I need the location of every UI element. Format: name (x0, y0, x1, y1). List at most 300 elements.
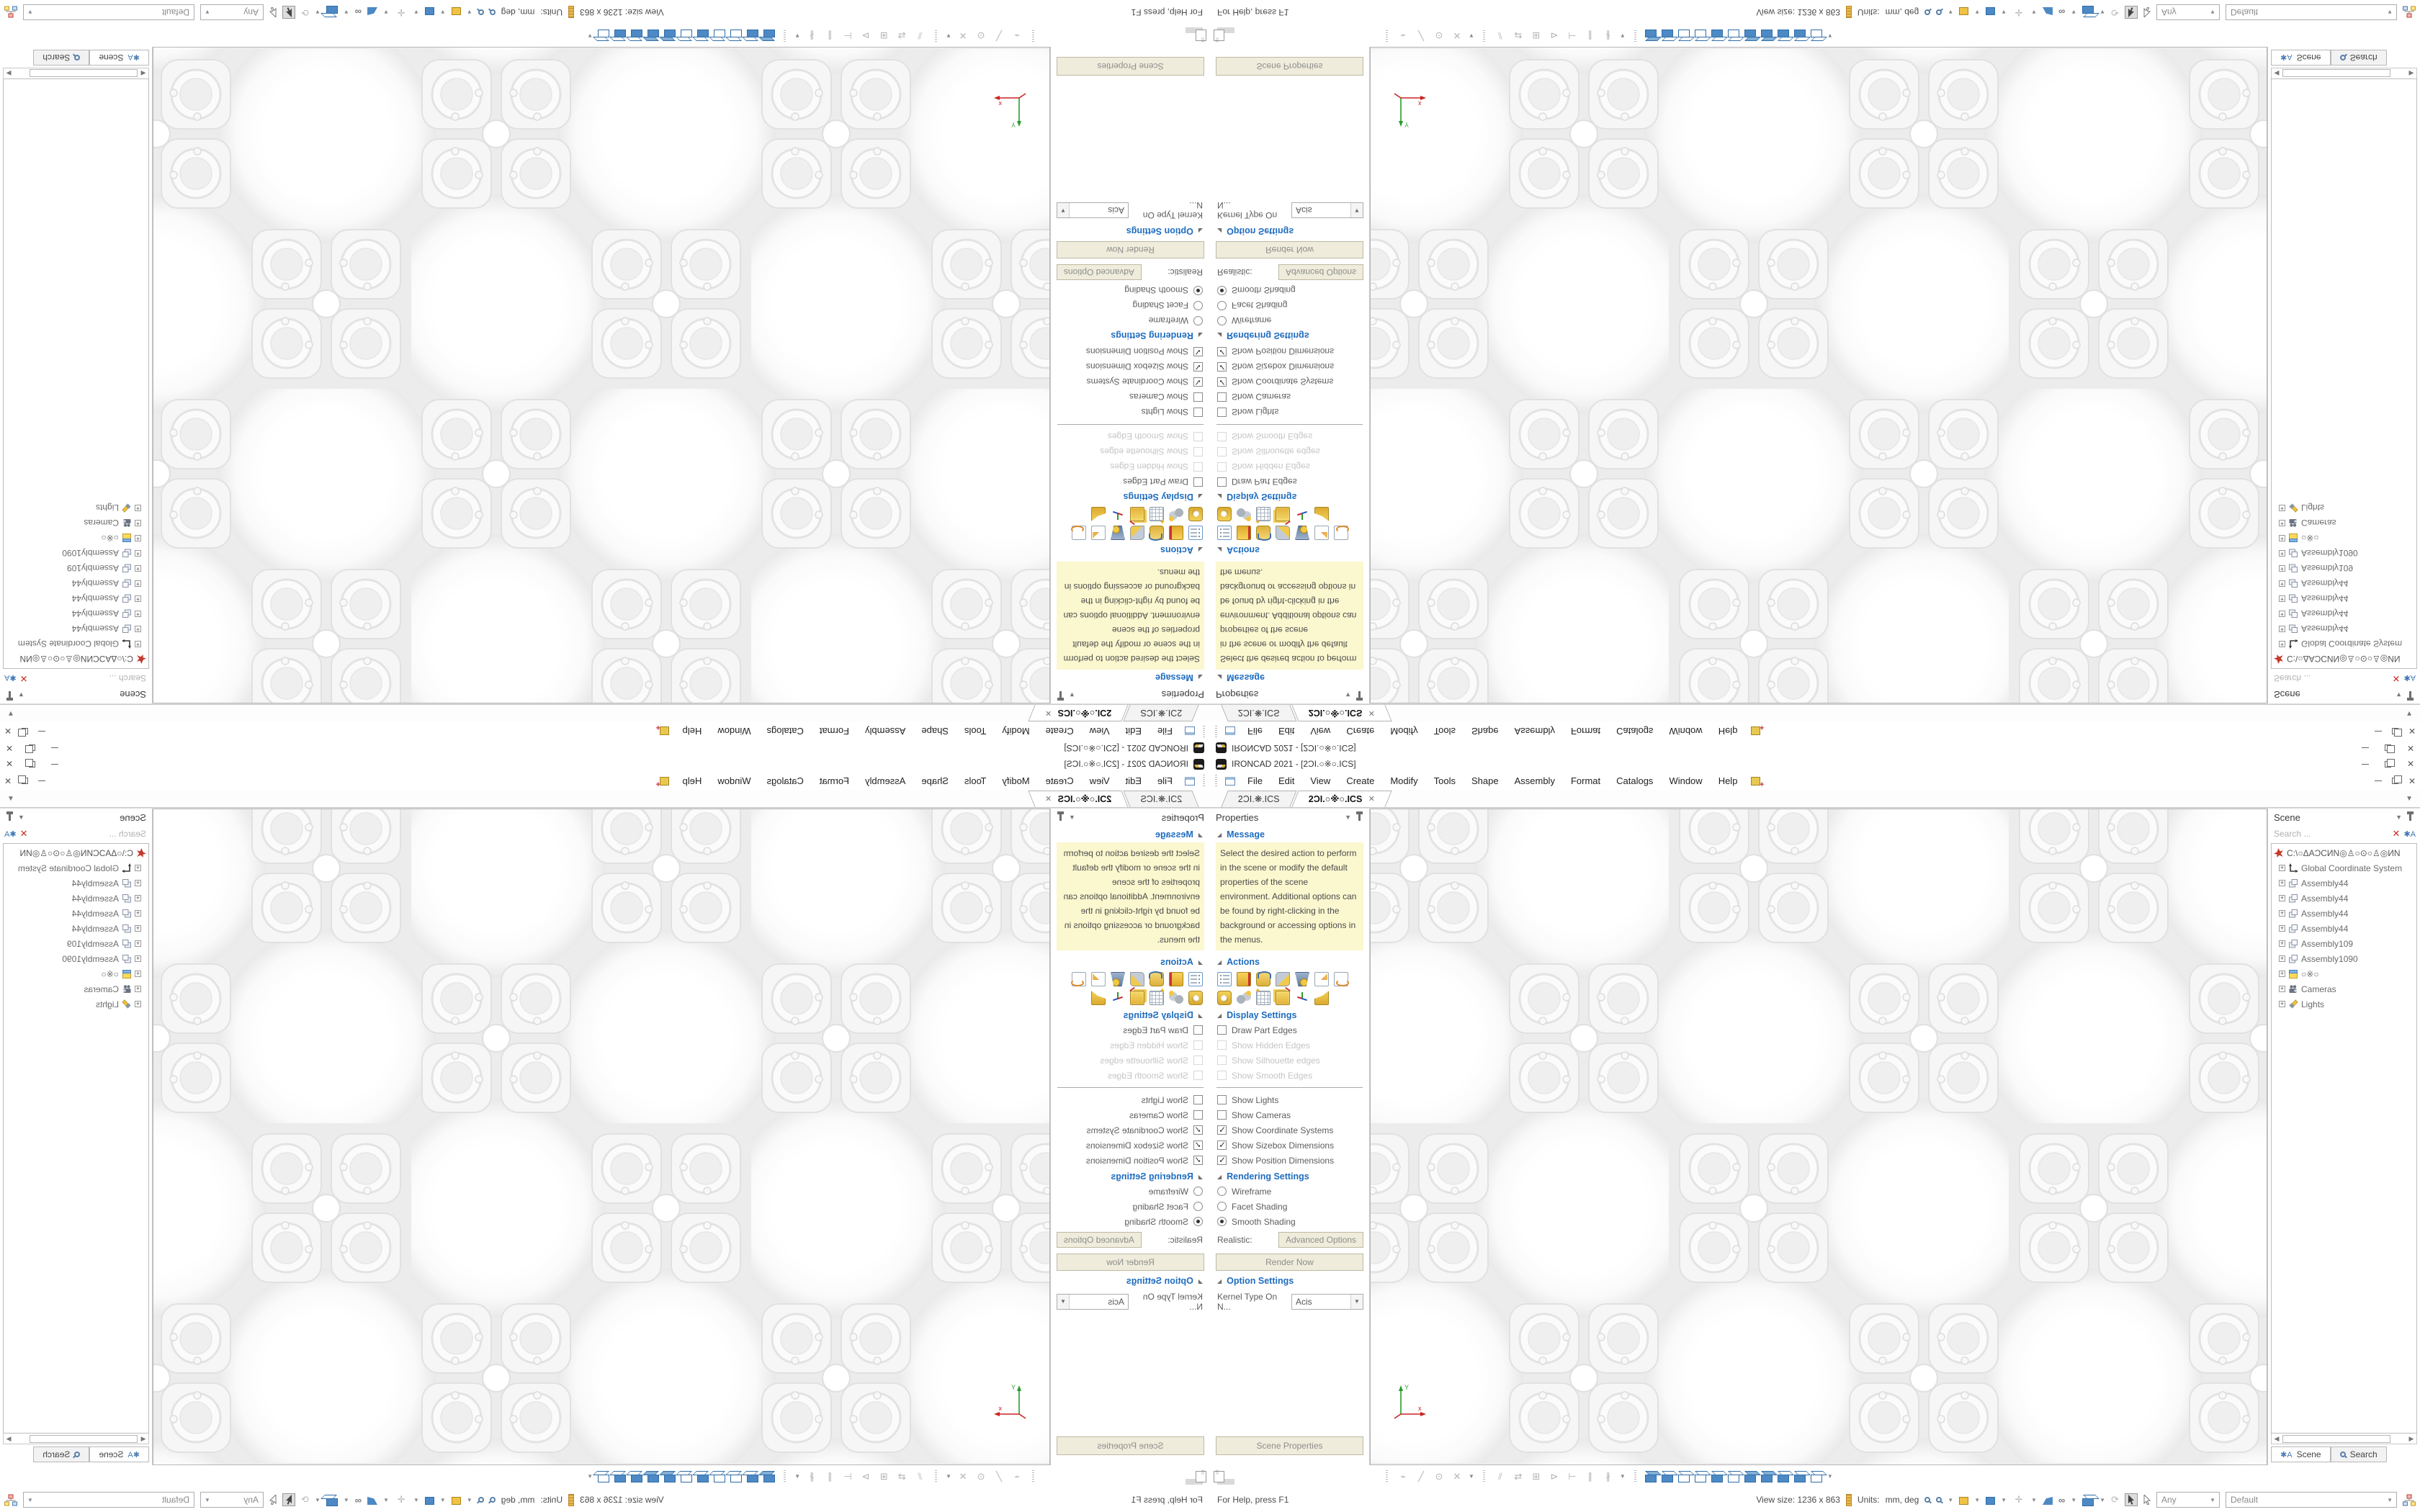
checkbox-show-position-dimensions[interactable] (1051, 1153, 1210, 1168)
checkbox-show-lights[interactable] (1210, 1092, 1369, 1107)
tab-scene-1[interactable] (1221, 705, 1296, 721)
tab-search[interactable] (2331, 50, 2387, 66)
triad-axis-icon[interactable] (1111, 507, 1125, 521)
dropdown-arrow-icon[interactable]: ▼ (343, 1496, 349, 1503)
wedge-part-icon[interactable] (1091, 991, 1106, 1005)
checkbox-show-position-dimensions[interactable] (1051, 344, 1210, 359)
scene-tree[interactable] (2271, 843, 2417, 1434)
hatch-icon[interactable]: ⫽ (918, 30, 922, 42)
menu-catalogs[interactable]: Catalogs (1616, 775, 1654, 786)
parallel-icon[interactable]: ∥ (1587, 1470, 1593, 1482)
fit-scene-icon[interactable] (452, 1497, 461, 1505)
view-mode-shaded-icon[interactable] (763, 30, 775, 37)
kernel-type-select[interactable] (1291, 202, 1363, 218)
view-mode-wireframe-icon[interactable] (681, 30, 692, 37)
checkbox[interactable] (1193, 1071, 1203, 1080)
checkbox-show-lights[interactable] (1210, 405, 1369, 420)
not-parallel-icon[interactable]: ∦ (809, 1470, 815, 1482)
render-table-icon[interactable] (1150, 507, 1164, 521)
menu-view[interactable]: View (1089, 726, 1110, 737)
zoom-in-icon[interactable] (1924, 1497, 1930, 1503)
menu-create[interactable]: Create (1346, 726, 1375, 737)
checkbox-draw-part-edges[interactable] (1051, 474, 1210, 490)
menu-shape[interactable]: Shape (1471, 726, 1499, 737)
tree-item-part[interactable] (2272, 531, 2416, 546)
zoom-in-icon[interactable] (1924, 9, 1930, 15)
configuration-select[interactable] (23, 4, 194, 20)
tree-item-global-coordinate-system[interactable] (4, 636, 148, 652)
scene-viewport[interactable] (153, 809, 1050, 1465)
endpoint-line-icon[interactable]: ⌁ (1400, 1470, 1406, 1482)
toolbar-grip[interactable] (1483, 30, 1485, 42)
menu-format[interactable]: Format (1570, 775, 1601, 786)
toolbar-grip[interactable] (1634, 30, 1636, 42)
toolbar-grip[interactable] (1386, 30, 1388, 42)
view-mode-shaded-edges-icon[interactable] (1662, 1475, 1673, 1482)
expand-icon[interactable]: + (2280, 909, 2285, 917)
doc-close-icon[interactable]: ✕ (2408, 775, 2416, 786)
checkbox-show-coordinate-systems[interactable] (1051, 1122, 1210, 1138)
shell-part-icon[interactable] (1111, 526, 1125, 540)
checkbox[interactable] (1217, 1095, 1227, 1104)
advanced-options-button[interactable]: Advanced Options (1057, 264, 1142, 280)
checkbox[interactable] (1217, 362, 1227, 372)
toolbar-grip[interactable] (784, 1470, 786, 1483)
radio-facet-shading[interactable] (1210, 298, 1369, 313)
checkbox[interactable] (1193, 447, 1203, 456)
dropdown-arrow-icon[interactable]: ▼ (1619, 32, 1626, 39)
radio[interactable] (1217, 301, 1227, 310)
minimize-icon[interactable] (2362, 748, 2369, 749)
radio[interactable] (1217, 1217, 1227, 1226)
filter-az-icon[interactable]: ✱A (4, 673, 17, 683)
radio-facet-shading[interactable] (1051, 298, 1210, 313)
checkbox[interactable] (1193, 462, 1203, 472)
tree-item-assembly[interactable] (4, 951, 148, 966)
view-mode-shaded-edges-icon[interactable] (747, 1475, 758, 1482)
mechanism-gears-icon[interactable] (1237, 507, 1251, 521)
checkbox[interactable] (1217, 1056, 1227, 1065)
filter-az-icon[interactable]: ✱A (2403, 673, 2416, 683)
panel-menu-chevron-icon[interactable]: ▼ (1345, 691, 1351, 698)
menu-tools[interactable]: Tools (964, 775, 987, 786)
radio[interactable] (1217, 286, 1227, 295)
minimized-palette-icon[interactable] (1196, 1471, 1206, 1482)
checkbox[interactable] (1193, 1056, 1203, 1065)
expand-icon[interactable]: + (135, 864, 140, 871)
section-display-settings[interactable] (1051, 1007, 1210, 1022)
expand-icon[interactable]: + (2280, 565, 2285, 572)
view-mode-wireframe-icon[interactable] (730, 1475, 742, 1482)
view-mode-shaded-edges-icon[interactable] (631, 30, 642, 37)
dropdown-arrow-icon[interactable]: ▼ (205, 9, 210, 16)
wedge-part-icon[interactable] (1091, 507, 1106, 521)
section-actions[interactable] (1051, 953, 1210, 969)
parallel-icon[interactable]: ∥ (827, 1470, 833, 1482)
tree-item-assembly[interactable] (4, 906, 148, 921)
tree-item-global-coordinate-system[interactable] (4, 860, 148, 876)
tab-scene-2-active[interactable] (1028, 791, 1129, 807)
expand-icon[interactable]: + (135, 879, 140, 886)
section-rendering-settings[interactable] (1210, 328, 1369, 344)
expand-icon[interactable]: + (2280, 940, 2285, 947)
menu-create[interactable]: Create (1346, 775, 1375, 786)
section-rendering-settings[interactable] (1051, 1168, 1210, 1184)
menu-file[interactable]: File (1157, 775, 1173, 786)
expand-icon[interactable]: + (2280, 924, 2285, 932)
view-mode-shaded-edges-icon[interactable] (1794, 1475, 1806, 1482)
dropdown-arrow-icon[interactable]: ▼ (1350, 203, 1363, 217)
shaded-view-icon[interactable] (1986, 1497, 1995, 1505)
fit-scene-icon[interactable] (1959, 1497, 1968, 1505)
expand-icon[interactable]: + (135, 535, 140, 542)
sweep-part-icon[interactable] (1276, 972, 1290, 986)
not-parallel-icon[interactable]: ∦ (809, 30, 815, 42)
checkbox[interactable] (1217, 1025, 1227, 1035)
section-option-settings[interactable] (1210, 1272, 1369, 1288)
checkbox-draw-part-edges[interactable] (1051, 1022, 1210, 1038)
tree-item-global-coordinate-system[interactable] (2272, 636, 2416, 652)
view-mode-shaded-edges-icon[interactable] (697, 1475, 709, 1482)
dropdown-arrow-icon[interactable]: ▼ (2001, 9, 2007, 16)
direction-icon[interactable]: ⊳ (861, 30, 870, 42)
tree-item-assembly[interactable] (2272, 621, 2416, 636)
view-mode-shaded-edges-icon[interactable] (697, 30, 709, 37)
pin-icon[interactable] (2409, 814, 2411, 821)
expand-icon[interactable]: + (135, 909, 140, 917)
panel-menu-chevron-icon[interactable]: ▼ (2396, 814, 2402, 821)
menu-edit[interactable]: Edit (1125, 726, 1142, 737)
tree-item-part[interactable] (4, 531, 148, 546)
triad-axis-icon[interactable] (1111, 991, 1125, 1005)
menu-format[interactable]: Format (819, 775, 850, 786)
tree-item-cameras[interactable] (2272, 981, 2416, 996)
direction-icon[interactable]: ⊳ (1550, 1470, 1559, 1482)
radio-wireframe[interactable] (1210, 1184, 1369, 1199)
close-icon[interactable]: ✕ (2406, 743, 2414, 753)
tree-item-lights[interactable] (2272, 996, 2416, 1012)
tab-close-icon[interactable]: ✕ (1045, 795, 1052, 804)
scene-properties-button[interactable]: Scene Properties (1057, 1436, 1204, 1455)
checkbox[interactable] (1217, 447, 1227, 456)
selection-filter-select[interactable] (200, 1492, 264, 1508)
select-cursor-outline-icon[interactable] (2143, 7, 2151, 17)
menu-file[interactable]: File (1247, 726, 1263, 737)
tree-item-assembly[interactable] (4, 561, 148, 576)
expand-icon[interactable]: + (135, 520, 140, 527)
section-option-settings[interactable] (1051, 1272, 1210, 1288)
tab-scene-2-active[interactable] (1028, 705, 1129, 721)
dropdown-arrow-icon[interactable]: ▼ (2001, 1496, 2007, 1503)
tab-scene-1[interactable] (1124, 705, 1199, 721)
tree-root-row[interactable] (4, 845, 148, 860)
render-now-button[interactable]: Render Now (1057, 1254, 1204, 1271)
checkbox-show-sizebox-dimensions[interactable] (1051, 1138, 1210, 1153)
scene-browser-toggle-icon[interactable] (2403, 6, 2416, 19)
select-cursor-outline-icon[interactable] (269, 7, 277, 17)
zoom-out-icon[interactable] (478, 9, 484, 15)
tree-root-row[interactable] (2272, 845, 2416, 860)
parallel-icon[interactable]: ∥ (827, 30, 833, 42)
doc-minimize-icon[interactable] (38, 731, 45, 732)
tab-scene[interactable] (89, 1446, 149, 1462)
checkbox[interactable] (1193, 1095, 1203, 1104)
expand-icon[interactable]: + (135, 924, 140, 932)
pan-icon[interactable]: ✛ (2015, 7, 2023, 18)
wedge-view-icon[interactable] (2043, 1497, 2053, 1505)
swap-icon[interactable]: ⇄ (1514, 1470, 1523, 1482)
pan-icon[interactable]: ✛ (397, 1494, 405, 1505)
panel-menu-chevron-icon[interactable]: ▼ (1069, 814, 1075, 821)
checkbox[interactable] (1193, 1140, 1203, 1150)
endpoint-line-icon[interactable]: ⌁ (1014, 1470, 1020, 1482)
dropdown-arrow-icon[interactable]: ▼ (1350, 1295, 1363, 1309)
toolbar-grip[interactable] (1215, 725, 1217, 738)
view-mode-wireframe-icon[interactable] (1728, 1475, 1739, 1482)
expand-icon[interactable]: + (135, 955, 140, 962)
pan-icon[interactable]: ✛ (2015, 1494, 2023, 1505)
tree-horizontal-scrollbar[interactable] (2271, 1434, 2417, 1444)
intersection-icon[interactable]: ✕ (959, 30, 967, 42)
dropdown-arrow-icon[interactable]: ▼ (27, 1496, 33, 1503)
kernel-type-select[interactable] (1291, 1294, 1363, 1310)
selection-filter-select[interactable] (200, 4, 264, 20)
advanced-options-button[interactable]: Advanced Options (1278, 264, 1363, 280)
checkbox[interactable] (1217, 1040, 1227, 1050)
properties-list-icon[interactable] (1188, 972, 1203, 986)
expand-icon[interactable]: + (135, 1000, 140, 1007)
toolbar-grip[interactable] (1483, 1470, 1485, 1483)
radio-facet-shading[interactable] (1210, 1199, 1369, 1214)
menu-edit[interactable]: Edit (1278, 726, 1295, 737)
checkbox-show-cameras[interactable] (1051, 1107, 1210, 1122)
expand-icon[interactable]: + (2280, 520, 2285, 527)
checkbox-show-coordinate-systems[interactable] (1210, 374, 1369, 390)
tree-horizontal-scrollbar[interactable] (3, 68, 149, 78)
dropdown-arrow-icon[interactable]: ▼ (27, 9, 33, 16)
expand-icon[interactable]: + (135, 970, 140, 977)
select-cursor-outline-icon[interactable] (2143, 1495, 2151, 1505)
toolbar-grip[interactable] (1203, 725, 1205, 738)
section-display-settings[interactable] (1210, 1007, 1369, 1022)
wedge-part-icon[interactable] (1314, 507, 1329, 521)
checkbox-show-lights[interactable] (1051, 405, 1210, 420)
tree-item-assembly[interactable] (2272, 576, 2416, 591)
clear-search-icon[interactable]: ✕ (19, 828, 28, 839)
scene-properties-button[interactable]: Scene Properties (1216, 57, 1363, 76)
sweep-part-icon[interactable] (1276, 526, 1290, 540)
checkbox[interactable] (1193, 477, 1203, 487)
dropdown-arrow-icon[interactable]: ▼ (2387, 9, 2393, 16)
dropdown-arrow-icon[interactable]: ▼ (383, 1496, 389, 1503)
menu-window[interactable]: Window (717, 726, 751, 737)
checkbox[interactable] (1217, 432, 1227, 441)
insert-hole-part-icon[interactable] (1188, 991, 1203, 1005)
wedge-view-icon[interactable] (2043, 7, 2053, 15)
tree-item-assembly[interactable] (4, 921, 148, 936)
checkbox[interactable] (1193, 1040, 1203, 1050)
insert-hole-part-icon[interactable] (1217, 991, 1232, 1005)
doc-restore-icon[interactable] (2392, 728, 2398, 734)
cube-view-icon[interactable] (2082, 1498, 2094, 1506)
extrude-part-icon[interactable] (1237, 526, 1251, 540)
section-message[interactable] (1051, 670, 1210, 686)
scene-browser-toggle-icon[interactable] (2403, 1494, 2416, 1506)
doc-restore-icon[interactable] (2392, 778, 2398, 784)
checkbox-show-position-dimensions[interactable] (1210, 1153, 1369, 1168)
pin-icon[interactable] (1059, 692, 1062, 698)
toolbar-grip[interactable] (1032, 30, 1034, 42)
dropdown-arrow-icon[interactable]: ▼ (1974, 1496, 1981, 1503)
dropdown-arrow-icon[interactable]: ▼ (1827, 32, 1833, 39)
tree-item-assembly[interactable] (2272, 951, 2416, 966)
menu-window[interactable]: Window (717, 775, 751, 786)
menu-assembly[interactable]: Assembly (1514, 775, 1555, 786)
section-message[interactable] (1210, 826, 1369, 842)
hatch-icon[interactable]: ⫽ (1498, 1470, 1502, 1482)
panel-collapse-chevron-icon[interactable]: ▼ (2406, 794, 2413, 803)
pin-icon[interactable] (1358, 692, 1361, 698)
view-mode-shaded-edges-icon[interactable] (1778, 30, 1789, 37)
menu-catalogs[interactable]: Catalogs (1616, 726, 1654, 737)
checkbox-show-smooth-edges[interactable] (1051, 1068, 1210, 1083)
selection-filter-select[interactable] (2156, 1492, 2220, 1508)
doc-close-icon[interactable]: ✕ (2408, 726, 2416, 737)
checkbox-draw-part-edges[interactable] (1210, 1022, 1369, 1038)
cube-view-icon[interactable] (326, 1498, 338, 1506)
expand-icon[interactable]: + (135, 505, 140, 512)
scene-properties-button[interactable]: Scene Properties (1216, 1436, 1363, 1455)
menu-help[interactable]: Help (682, 726, 702, 737)
dropdown-arrow-icon[interactable]: ▼ (2210, 9, 2215, 16)
radio-smooth-shading[interactable] (1051, 283, 1210, 298)
new-scene-icon[interactable] (1751, 727, 1760, 736)
scene-viewport[interactable] (1370, 809, 2267, 1465)
view-mode-shaded-icon[interactable] (647, 1475, 659, 1482)
measure-icon[interactable]: ⊢ (1568, 1470, 1577, 1482)
scroll-left-icon[interactable]: ◀ (2274, 1434, 2280, 1442)
select-cursor-active-icon[interactable] (282, 6, 295, 19)
mechanism-gears-icon[interactable] (1169, 507, 1183, 521)
selection-filter-select[interactable] (2156, 4, 2220, 20)
minimize-icon[interactable] (51, 748, 58, 749)
close-icon[interactable]: ✕ (6, 759, 14, 769)
checkbox-show-cameras[interactable] (1210, 390, 1369, 405)
line-icon[interactable]: ╱ (996, 1470, 1002, 1482)
tree-horizontal-scrollbar[interactable] (3, 1434, 149, 1444)
scroll-right-icon[interactable]: ▶ (6, 70, 12, 78)
close-icon[interactable]: ✕ (2406, 759, 2414, 769)
scroll-thumb[interactable] (30, 70, 138, 78)
pin-icon[interactable] (9, 814, 11, 821)
wedge-view-icon[interactable] (367, 1497, 377, 1505)
scroll-thumb[interactable] (2282, 70, 2390, 78)
extrude-part-icon[interactable] (1169, 526, 1183, 540)
tree-item-lights[interactable] (4, 500, 148, 516)
expand-icon[interactable]: + (135, 894, 140, 901)
menu-help[interactable]: Help (1718, 726, 1738, 737)
minimize-icon[interactable] (2362, 764, 2369, 765)
tab-search[interactable] (33, 50, 89, 66)
radio[interactable] (1193, 1187, 1203, 1196)
line-icon[interactable]: ╱ (1418, 1470, 1424, 1482)
radio-wireframe[interactable] (1210, 313, 1369, 328)
filter-az-icon[interactable]: ✱A (4, 829, 17, 839)
direction-icon[interactable]: ⊳ (1550, 30, 1559, 42)
toolbar-grip[interactable] (1215, 775, 1217, 788)
extrude-part-icon[interactable] (1169, 972, 1183, 986)
tree-item-assembly[interactable] (2272, 921, 2416, 936)
expand-icon[interactable]: + (2280, 505, 2285, 512)
checkbox-show-cameras[interactable] (1051, 390, 1210, 405)
not-parallel-icon[interactable]: ∦ (1605, 1470, 1611, 1482)
spin-part-icon[interactable] (1256, 526, 1270, 540)
menu-shape[interactable]: Shape (921, 726, 949, 737)
panel-collapse-chevron-icon[interactable]: ▼ (7, 794, 14, 803)
search-input[interactable]: Search ... (109, 829, 146, 839)
pin-icon[interactable] (1358, 814, 1361, 821)
restore-icon[interactable] (2385, 745, 2391, 752)
grid-icon[interactable]: ⊞ (1532, 30, 1541, 42)
circle-icon[interactable]: ⊙ (1435, 1470, 1443, 1482)
tab-search[interactable] (33, 1446, 89, 1462)
dropdown-arrow-icon[interactable]: ▼ (413, 9, 419, 16)
circle-icon[interactable]: ⊙ (977, 30, 985, 42)
tree-item-assembly[interactable] (4, 876, 148, 891)
radio[interactable] (1193, 1202, 1203, 1211)
dropdown-arrow-icon[interactable]: ▼ (794, 32, 801, 39)
view-mode-wireframe-icon[interactable] (1811, 1475, 1822, 1482)
hatch-icon[interactable]: ⫽ (1498, 30, 1502, 42)
tree-item-assembly[interactable] (4, 576, 148, 591)
view-mode-shaded-icon[interactable] (664, 30, 676, 37)
expand-icon[interactable]: + (135, 580, 140, 588)
select-cursor-outline-icon[interactable] (269, 1495, 277, 1505)
tree-item-assembly[interactable] (4, 606, 148, 621)
menu-file[interactable]: File (1247, 775, 1263, 786)
expand-icon[interactable]: + (2280, 550, 2285, 557)
menu-shape[interactable]: Shape (921, 775, 949, 786)
tree-item-lights[interactable] (2272, 500, 2416, 516)
dropdown-arrow-icon[interactable]: ▼ (2099, 1496, 2106, 1503)
dropdown-arrow-icon[interactable]: ▼ (2031, 1496, 2037, 1503)
view-mode-shaded-edges-icon[interactable] (1778, 1475, 1789, 1482)
radio[interactable] (1193, 1217, 1203, 1226)
expand-icon[interactable]: + (135, 611, 140, 618)
edit-sketch-icon[interactable] (1091, 526, 1106, 540)
new-scene-icon[interactable] (1751, 777, 1760, 786)
toolbar-grip[interactable] (935, 1470, 937, 1483)
expand-icon[interactable]: + (2280, 580, 2285, 588)
expand-icon[interactable]: + (2280, 535, 2285, 542)
glasses-icon[interactable]: ∞ (2058, 1494, 2066, 1506)
scroll-thumb[interactable] (2282, 1435, 2390, 1443)
checkbox[interactable] (1193, 362, 1203, 372)
render-table-icon[interactable] (1256, 507, 1270, 521)
hatch-icon[interactable]: ⫽ (918, 1470, 922, 1482)
spin-part-icon[interactable] (1150, 972, 1164, 986)
line-icon[interactable]: ╱ (996, 30, 1002, 42)
intersection-icon[interactable]: ✕ (1453, 30, 1461, 42)
expand-icon[interactable]: + (135, 641, 140, 648)
doc-minimize-icon[interactable] (2375, 780, 2382, 781)
view-mode-shaded-icon[interactable] (1645, 1475, 1657, 1482)
circle-icon[interactable]: ⊙ (977, 1470, 985, 1482)
tree-item-assembly[interactable] (4, 936, 148, 951)
tree-item-global-coordinate-system[interactable] (2272, 860, 2416, 876)
dropdown-arrow-icon[interactable]: ▼ (946, 32, 951, 39)
expand-icon[interactable]: + (2280, 955, 2285, 962)
